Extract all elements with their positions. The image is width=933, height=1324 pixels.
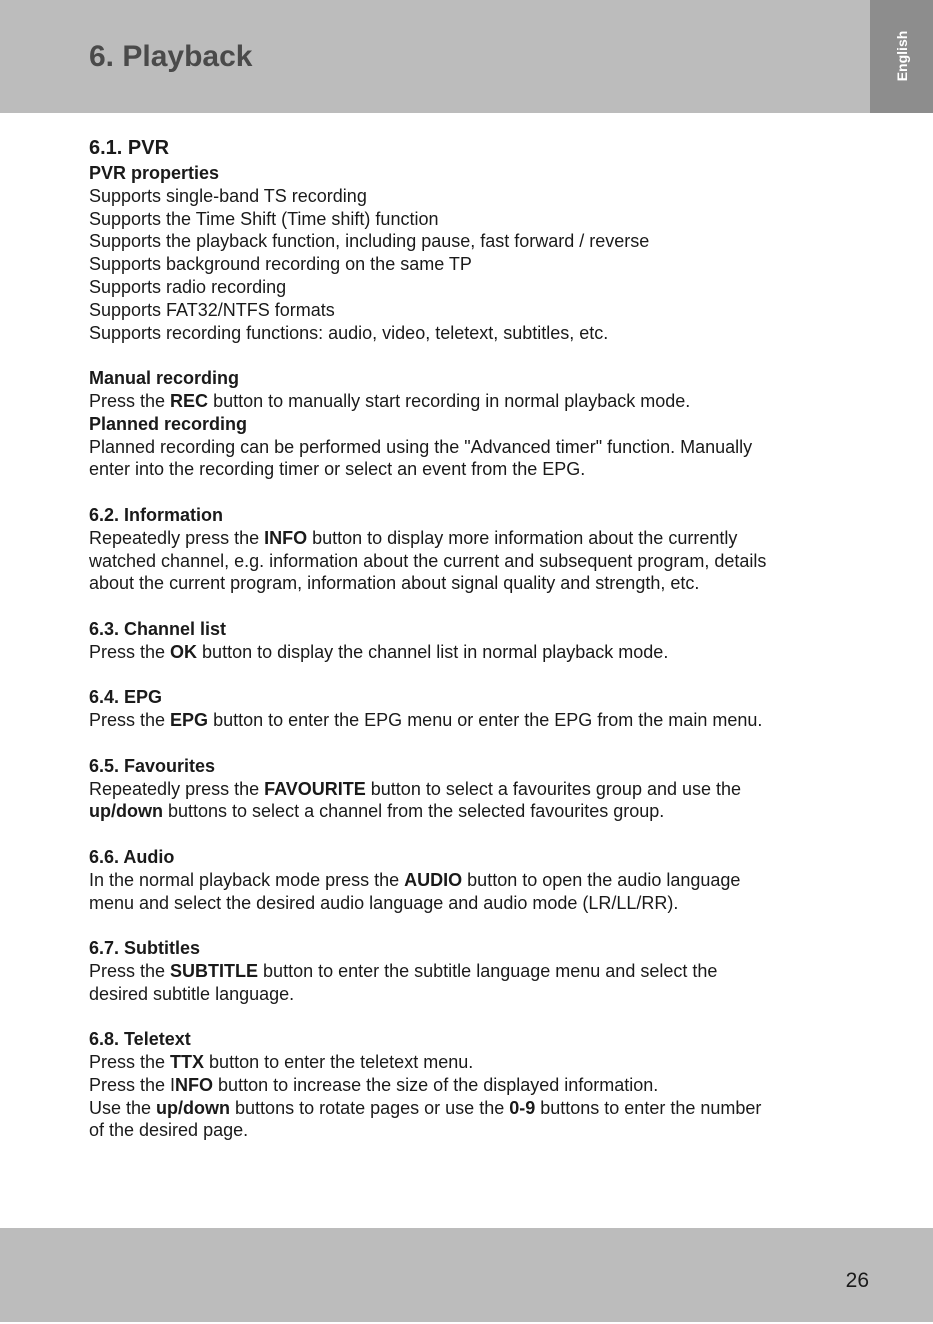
pvr-properties-heading: PVR properties [89, 163, 220, 183]
subtitles-text: desired subtitle language. [89, 983, 295, 1004]
manual-recording-text: Press the REC button to manually start recording in normal playback mode. [89, 390, 691, 411]
page-title: 6. Playback [89, 40, 253, 73]
pvr-property: Supports background recording on the same TP [89, 254, 472, 275]
planned-recording-text: Planned recording can be performed using the "Advanced timer" function. Manually [89, 436, 753, 457]
pvr-property: Supports the Time Shift (Time shift) function [89, 208, 439, 229]
section-title-pvr: 6.1. PVR [89, 137, 170, 159]
planned-recording-heading: Planned recording [89, 413, 248, 434]
section-heading-channel-list: 6.3. Channel list [89, 618, 227, 639]
section-heading-teletext: 6.8. Teletext [89, 1029, 191, 1050]
epg-text: Press the EPG button to enter the EPG menu or enter the EPG from the main menu. [89, 710, 763, 731]
section-heading-audio: 6.6. Audio [89, 846, 175, 867]
pvr-property: Supports FAT32/NTFS formats [89, 299, 335, 320]
information-text: about the current program, information about signal quality and strength, etc. [89, 573, 700, 594]
teletext-text: of the desired page. [89, 1120, 249, 1141]
channel-list-text: Press the OK button to display the channel list in normal playback mode. [89, 641, 669, 662]
language-tab [870, 0, 933, 113]
teletext-text: Press the TTX button to enter the teletext menu. [89, 1052, 474, 1073]
information-text: Repeatedly press the INFO button to display more information about the currently [89, 527, 738, 548]
information-text: watched channel, e.g. information about the current and subsequent program, details [89, 550, 767, 571]
teletext-text: Press the INFO button to increase the size of the displayed information. [89, 1074, 659, 1095]
subtitles-text: Press the SUBTITLE button to enter the subtitle language menu and select the [89, 960, 718, 981]
page-header [0, 0, 870, 113]
page-footer [0, 1228, 933, 1322]
planned-recording-text: enter into the recording timer or select an event from the EPG. [89, 459, 586, 480]
page-number: 26 [845, 1269, 869, 1292]
favourites-text: Repeatedly press the FAVOURITE button to select a favourites group and use the [89, 778, 742, 799]
section-heading-subtitles: 6.7. Subtitles [89, 938, 201, 959]
teletext-text: Use the up/down buttons to rotate pages or use the 0-9 buttons to enter the number [89, 1097, 762, 1118]
page-content [89, 134, 869, 1142]
section-heading-favourites: 6.5. Favourites [89, 755, 216, 776]
language-tab-label: English [893, 30, 910, 82]
pvr-property: Supports the playback function, including pause, fast forward / reverse [89, 231, 650, 252]
section-heading-epg: 6.4. EPG [89, 687, 163, 708]
manual-recording-heading: Manual recording [89, 368, 240, 389]
audio-text: In the normal playback mode press the AUDIO button to open the audio language [89, 869, 741, 890]
section-heading-information: 6.2. Information [89, 504, 224, 525]
audio-text: menu and select the desired audio language and audio mode (LR/LL/RR). [89, 892, 679, 913]
pvr-property: Supports single-band TS recording [89, 185, 367, 206]
favourites-text: up/down buttons to select a channel from the selected favourites group. [89, 801, 665, 822]
pvr-property: Supports radio recording [89, 276, 287, 297]
pvr-property: Supports recording functions: audio, video, teletext, subtitles, etc. [89, 322, 609, 343]
